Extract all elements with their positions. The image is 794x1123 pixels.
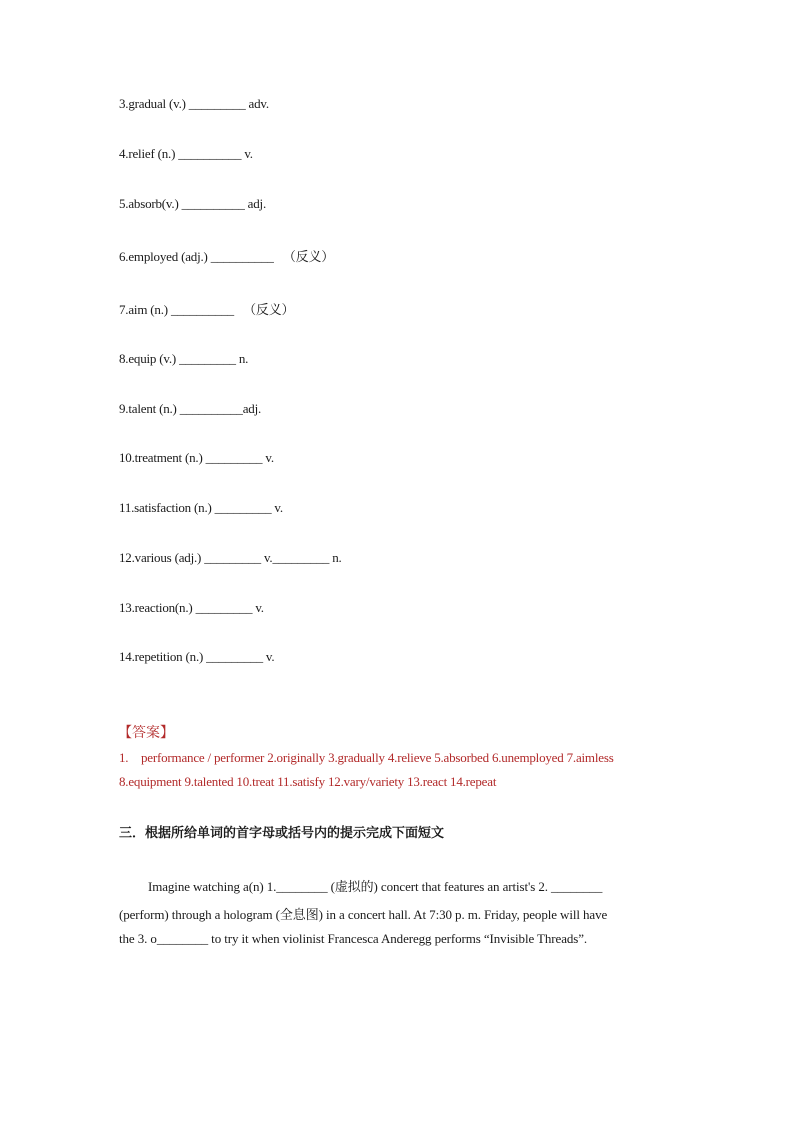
- paragraph-line: Imagine watching a(n) 1.________ (虚拟的) concert that features an artist's 2. ________: [148, 879, 603, 894]
- exercise-text: 14.repetition (n.) _________ v.: [119, 649, 275, 664]
- section-heading: 三．根据所给单词的首字母或括号内的提示完成下面短文: [119, 826, 445, 841]
- exercise-item: [119, 146, 253, 162]
- exercise-item: [119, 246, 334, 265]
- exercise-text: 10.treatment (n.) _________ v.: [119, 450, 274, 465]
- exercise-text: 13.reaction(n.) _________ v.: [119, 600, 264, 615]
- antonym-note: （反义）: [282, 250, 335, 265]
- answer-number: 1.: [119, 750, 129, 765]
- exercise-item: [119, 299, 294, 318]
- exercise-item: [119, 401, 261, 417]
- paragraph-line: the 3. o________ to try it when violinist Francesca Anderegg performs “Invisible Threads”.: [119, 931, 588, 946]
- exercise-item: [119, 600, 264, 616]
- exercise-item: [119, 351, 248, 367]
- exercise-text: 3.gradual (v.) _________ adv.: [119, 96, 269, 111]
- exercise-text: 11.satisfaction (n.) _________ v.: [119, 500, 283, 515]
- exercise-text: 6.employed (adj.) __________: [119, 249, 274, 264]
- antonym-note: （反义）: [243, 303, 295, 318]
- answer-text: performance / performer 2.originally 3.gradually 4.relieve 5.absorbed 6.unemployed 7.aimless: [141, 750, 614, 765]
- exercise-item: [119, 96, 269, 112]
- exercise-text: 9.talent (n.) __________adj.: [119, 401, 262, 416]
- exercise-item: [119, 649, 274, 665]
- exercise-item: [119, 550, 342, 566]
- exercise-text: 12.various (adj.) _________ v._________ n.: [119, 550, 342, 565]
- exercise-item: [119, 450, 274, 466]
- exercise-item: [119, 196, 266, 212]
- exercise-text: 5.absorb(v.) __________ adj.: [119, 196, 267, 211]
- exercise-text: 8.equip (v.) _________ n.: [119, 351, 249, 366]
- exercise-text: 7.aim (n.) __________: [119, 302, 234, 317]
- exercise-text: 4.relief (n.) __________ v.: [119, 146, 253, 161]
- answer-heading: 【答案】: [118, 725, 174, 741]
- answer-line-1: [119, 750, 614, 766]
- paragraph-line: (perform) through a hologram (全息图) in a concert hall. At 7:30 p. m. Friday, people will have: [119, 907, 608, 922]
- answer-line-2: 8.equipment 9.talented 10.treat 11.satisfy 12.vary/variety 13.react 14.repeat: [119, 774, 497, 789]
- exercise-item: [119, 500, 283, 516]
